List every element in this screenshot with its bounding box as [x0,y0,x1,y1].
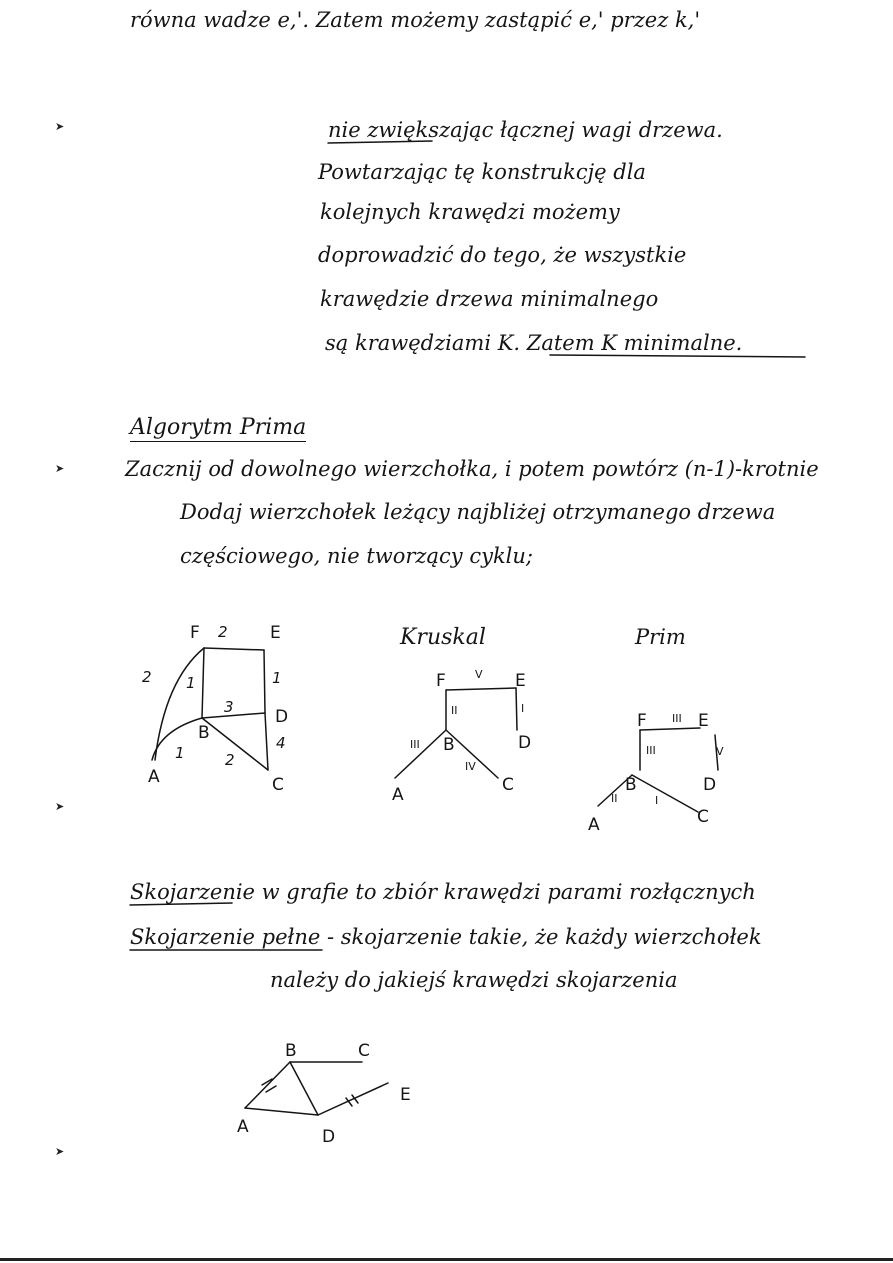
matching-line-3: należy do jakiejś krawędzi skojarzenia [270,968,678,992]
kruskal-vertex-d: D [518,733,532,753]
matching-vertex-d: D [322,1127,336,1147]
matching-vertex-b: B [285,1041,297,1061]
prim-vertex-f: F [637,711,647,731]
prim-vertex-c: C [697,807,709,827]
main-weight-bd: 3 [224,698,234,716]
top-line: równa wadze e,'. Zatem możemy zastąpić e,' przez k,' [130,8,701,32]
main-weight-dc: 4 [276,734,286,752]
main-vertex-c: C [272,775,284,795]
main-vertex-f: F [190,623,200,643]
main-weight-fb: 1 [186,674,196,692]
main-vertex-a: A [148,767,160,787]
main-weight-fa: 2 [142,668,152,686]
matching-vertex-a: A [237,1117,249,1137]
bottom-page-edge [0,1258,893,1261]
prim-order-fe: III [672,712,682,725]
main-vertex-d: D [275,707,289,727]
kruskal-vertex-c: C [502,775,514,795]
kruskal-order-ba: III [410,738,420,751]
prim-order-ba: II [611,792,618,805]
main-weight-fe: 2 [218,623,228,641]
matching-vertex-c: C [358,1041,370,1061]
kruskal-order-ed: I [521,702,525,715]
prim-text-line-3: częściowego, nie tworzący cyklu; [180,544,533,568]
kruskal-order-bc: IV [465,760,476,773]
kruskal-vertex-e: E [515,671,526,691]
matching-vertex-e: E [400,1085,411,1105]
kruskal-vertex-a: A [392,785,404,805]
prim-order-ed: V [716,745,724,758]
kruskal-title: Kruskal [400,625,486,650]
prim-text-line-2: Dodaj wierzchołek leżący najbliżej otrzymanego drzewa [180,500,776,524]
bullet-marker: ➤ [55,120,65,133]
main-weight-bc: 2 [225,751,235,769]
kruskal-order-fb: II [451,704,458,717]
para1-line-3: kolejnych krawędzi możemy [320,200,620,224]
bullet-marker: ➤ [55,1145,65,1158]
para1-line-6: są krawędziami K. Zatem K minimalne. [325,331,743,355]
kruskal-order-fe: V [475,668,483,681]
matching-line-1: Skojarzenie w grafie to zbiór krawędzi parami rozłącznych [130,880,756,904]
para1-line-1: nie zwiększając łącznej wagi drzewa. [328,118,723,142]
bullet-marker: ➤ [55,800,65,813]
main-vertex-e: E [270,623,281,643]
para1-line-4: doprowadzić do tego, że wszystkie [318,243,687,267]
prim-vertex-e: E [698,711,709,731]
prim-vertex-b: B [625,775,637,795]
kruskal-vertex-b: B [443,735,455,755]
main-weight-ed: 1 [272,669,282,687]
prim-vertex-d: D [703,775,717,795]
prim-text-line-1: Zacznij od dowolnego wierzchołka, i potem powtórz (n-1)-krotnie [125,457,819,481]
main-weight-ba: 1 [175,744,185,762]
kruskal-vertex-f: F [436,671,446,691]
prim-title: Prim [635,625,686,649]
prim-order-fb: III [646,744,656,757]
bullet-marker: ➤ [55,462,65,475]
prim-order-bc: I [655,794,659,807]
para1-line-2: Powtarzając tę konstrukcję dla [318,160,646,184]
para1-line-5: krawędzie drzewa minimalnego [320,287,659,311]
prim-vertex-a: A [588,815,600,835]
prim-heading: Algorytm Prima [130,415,307,440]
main-vertex-b: B [198,723,210,743]
matching-line-2: Skojarzenie pełne - skojarzenie takie, że każdy wierzchołek [130,925,762,949]
